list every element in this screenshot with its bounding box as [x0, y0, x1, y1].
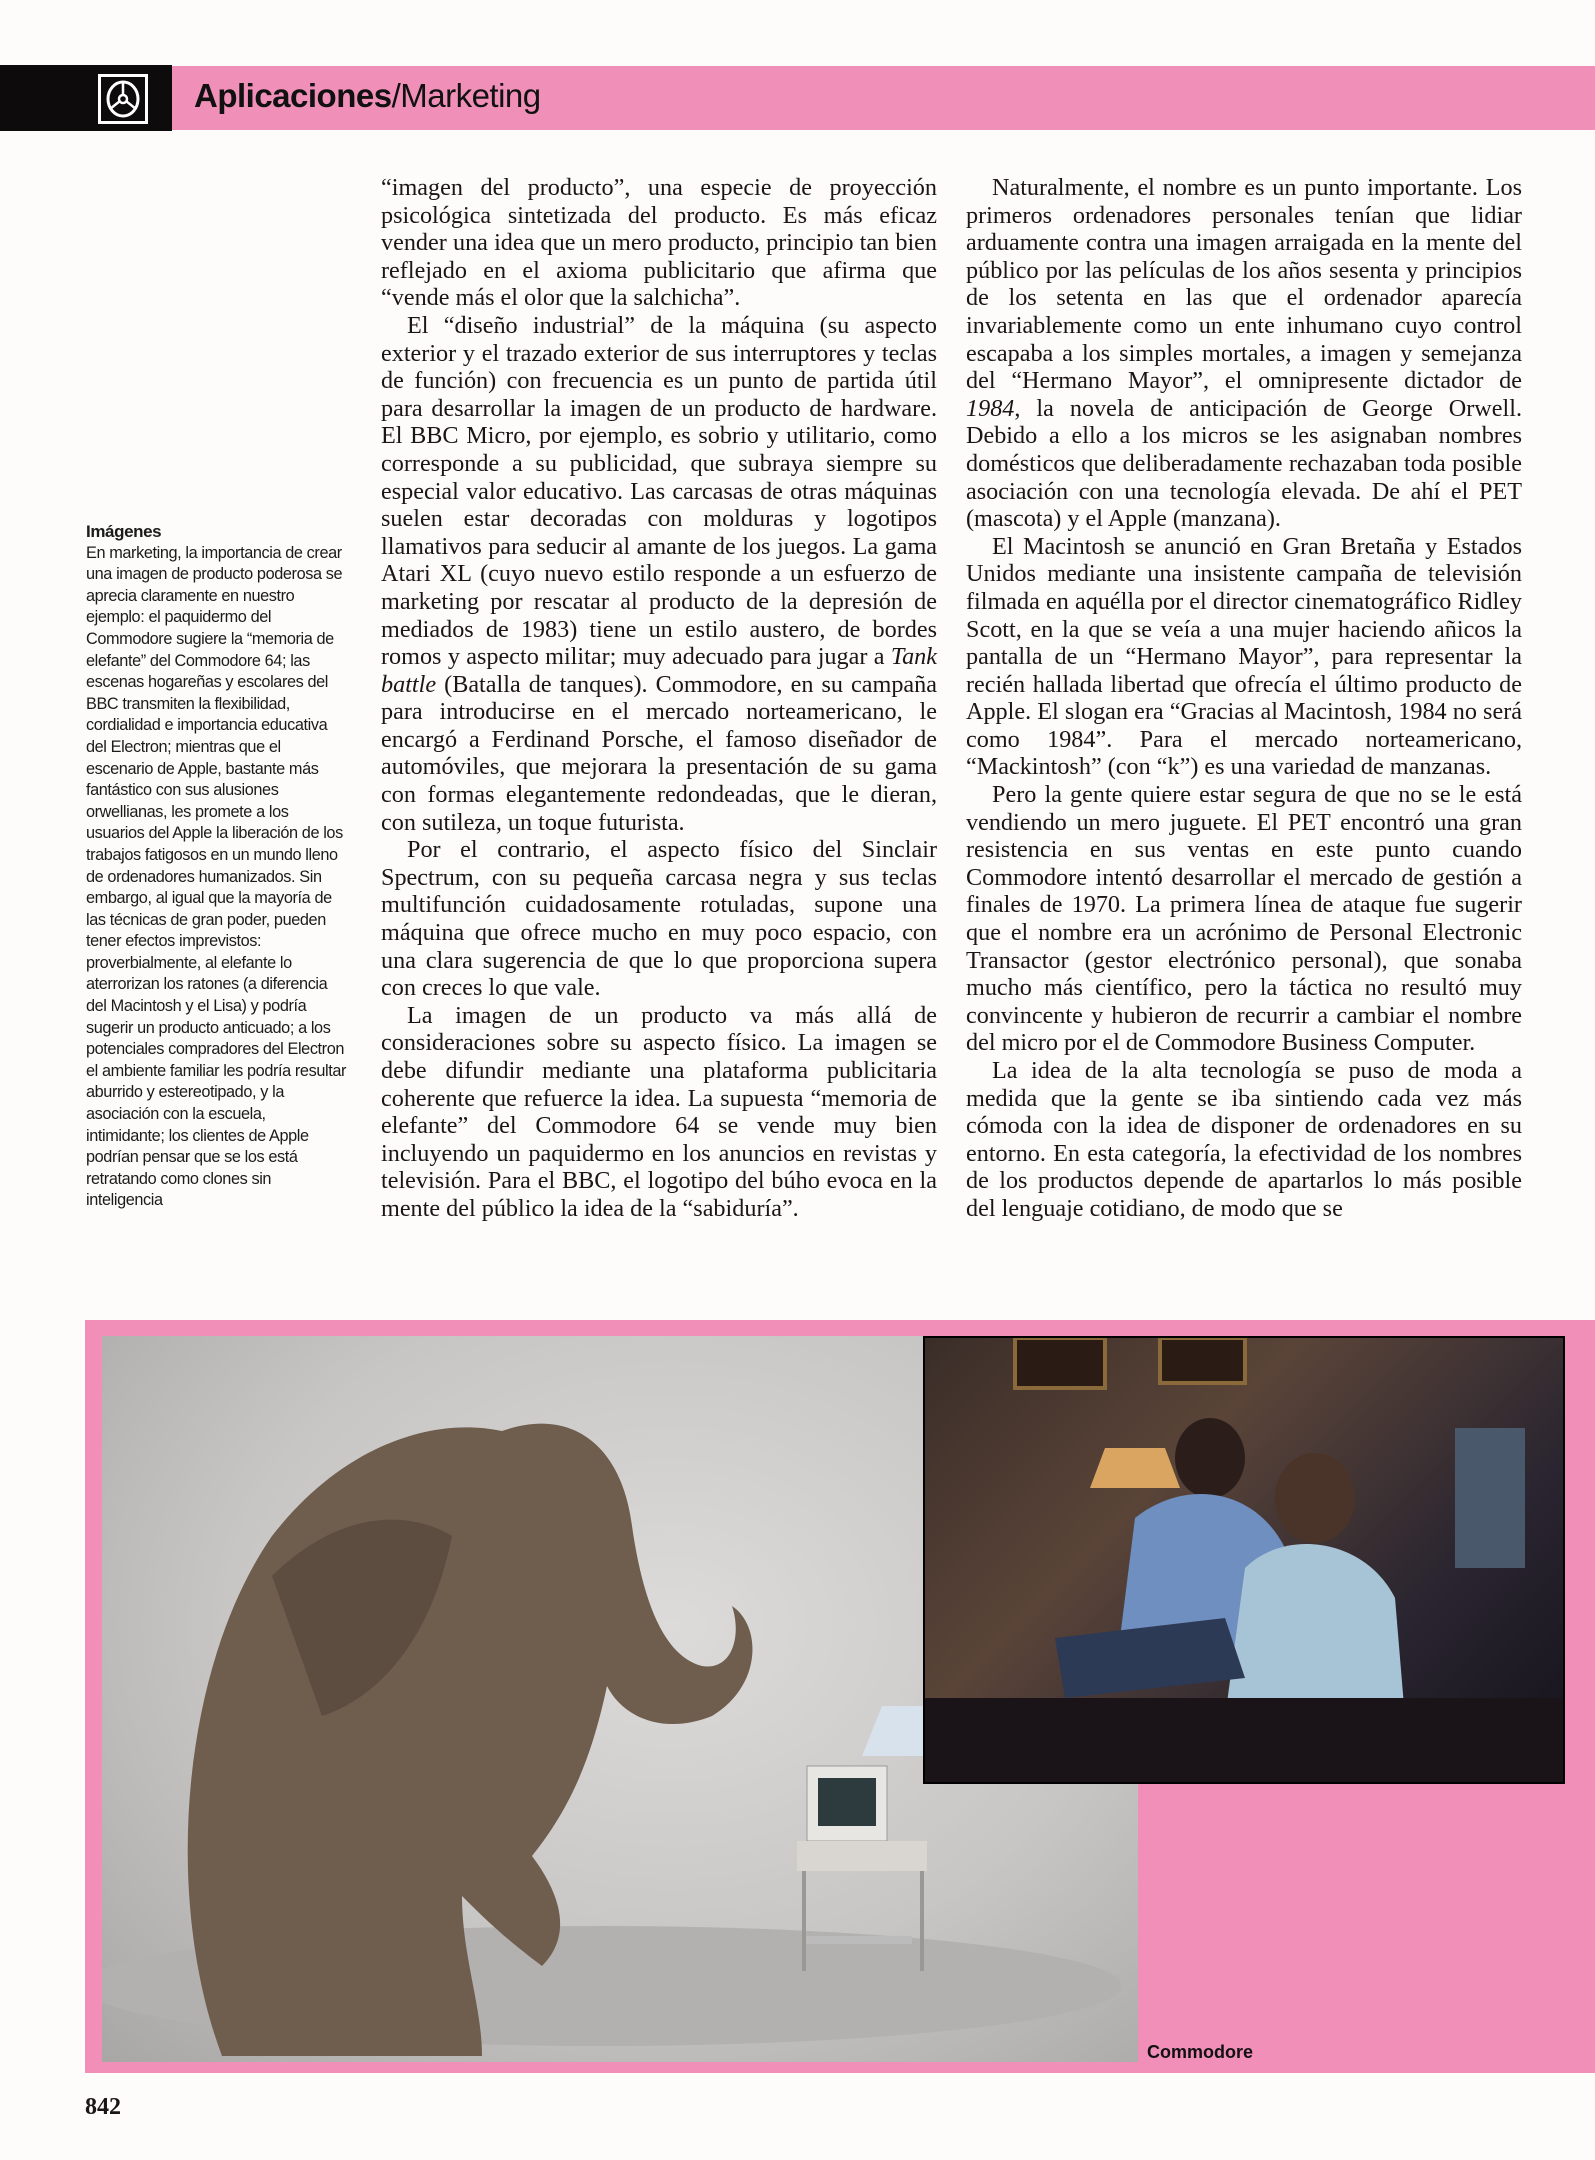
text-run: El “diseño industrial” de la máquina (su aspecto exterior y el trazado exterior de sus interruptores y teclas de función) con frecuencia es un punto de partida útil para desarrollar la imagen de un producto de hardware. El BBC Micro, por ejemplo, es sobrio y utilitario, como corresponde a su publicidad, que subraya siempre su especial valor educativo. Las carcasas de otras máquinas suelen estar decoradas con molduras y logotipos llamativos para seducir al amante de los juegos. La gama Atari XL (cuyo nuevo estilo responde a un esfuerzo de marketing por rescatar al producto de la depresión de mediados de 1983) tiene un estilo austero, de bordes romos y aspecto militar; muy adecuado para jugar a: [381, 311, 937, 671]
paragraph: Por el contrario, el aspecto físico del Sinclair Spectrum, con su pequeña carcasa negra y sus teclas multifunción cuidadosamente rotuladas, supone una máquina que ofrece mucho en muy poco espacio, con una clara sugerencia de que lo que proporciona supera con creces lo que vale.: [381, 836, 937, 1002]
italic-title: Tank battle: [381, 643, 937, 698]
family-computer-photo: [923, 1336, 1565, 1784]
paragraph: Pero la gente quiere estar segura de que no se le está vendiendo un mero juguete. El PET encontró una gran resistencia en sus ventas en este punto cuando Commodore intentó desarrollar el mercado de gestión a finales de 1970. La primera línea de ataque fue sugerir que el nombre era un acrónimo de Personal Electronic Transactor (gestor electrónico personal), que sonaba mucho más científico, pero la táctica no resultó muy convincente y hubieron de recurrir a cambiar el nombre del micro por el de Commodore Business Computer.: [966, 781, 1522, 1057]
paragraph: La imagen de un producto va más allá de consideraciones sobre su aspecto físico. La imagen se debe difundir mediante una plataforma publicitaria coherente que refuerce la idea. La supuesta “memoria de elefante” del Commodore 64 se vende muy bien incluyendo un paquidermo en los anuncios en revistas y televisión. Para el BBC, el logotipo del búho evoca en la mente del público la idea de la “sabiduría”.: [381, 1001, 937, 1222]
paragraph: [381, 312, 937, 836]
article-column-2: [966, 174, 1522, 1223]
page-number: 842: [85, 2094, 121, 2120]
article-column-1: [381, 174, 937, 1223]
section-title: [194, 77, 541, 115]
paragraph: [966, 174, 1522, 533]
sidebar-caption: [86, 521, 348, 1212]
section-title-sub: /Marketing: [391, 77, 541, 114]
paragraph: “imagen del producto”, una especie de proyección psicológica sintetizada del producto. Es más eficaz vender una idea que un mero producto, principio tan bien reflejado en el axioma publicitario que afirma que “vende más el olor que la salchicha”.: [381, 174, 937, 312]
steering-wheel-icon: [98, 74, 148, 124]
text-run: (Batalla de tanques). Commodore, en su campaña para introducirse en el mercado norteamericano, le encargó a Ferdinand Porsche, el famoso diseñador de automóviles, que mejorara la presentación de su gama con formas elegantemente redondeadas, que le dieran, con sutileza, un toque futurista.: [381, 670, 937, 836]
text-run: Naturalmente, el nombre es un punto importante. Los primeros ordenadores personales tenían que lidiar arduamente contra una imagen arraigada en la mente del público por las películas de los años sesenta y principios de los setenta en las que el ordenador aparecía invariablemente como un ente inhumano cuyo control escapaba a los simples mortales, a imagen y semejanza del “Hermano Mayor”, el omnipresente dictador de: [966, 174, 1522, 395]
paragraph: El Macintosh se anunció en Gran Bretaña y Estados Unidos mediante una insistente campaña de televisión filmada en aquélla por el director cinematográfico Ridley Scott, en la que se veía a una mujer haciendo añicos la pantalla de un “Hermano Mayor”, para representar la recién hallada libertad que ofrecía el último producto de Apple. El slogan era “Gracias al Macintosh, 1984 no será como 1984”. Para el mercado norteamericano, “Mackintosh” (con “k”) es una variedad de manzanas.: [966, 532, 1522, 781]
sidebar-text: En marketing, la importancia de crear una imagen de producto poderosa se aprecia claramente en nuestro ejemplo: el paquidermo del Commodore sugiere la “memoria de elefante” del Commodore 64; las escenas hogareñas y escolares del BBC transmiten la flexibilidad, cordialidad e importancia educativa del Electron; mientras que el escenario de Apple, bastante más fantástico con sus alusiones orwellianas, les promete a los usuarios del Apple la liberación de los trabajos fatigosos en un mundo lleno de ordenadores humanizados. Sin embargo, al igual que la mayoría de las técnicas de gran poder, pueden tener efectos imprevistos: proverbialmente, al elefante lo aterrorizan los ratones (a diferencia del Macintosh y el Lisa) y podría sugerir un producto anticuado; a los potenciales compradores del Electron el ambiente familiar les podría resultar aburrido y estereotipado, y la asociación con la escuela, intimidante; los clientes de Apple podrían pensar que se los está retratando como clones sin inteligencia: [86, 543, 347, 1210]
text-run: , la novela de anticipación de George Orwell. Debido a ello a los micros se les asignaban nombres domésticos que deliberadamente rechazaban toda posible asociación con una tecnología elevada. De ahí el PET (mascota) y el Apple (manzana).: [966, 394, 1522, 533]
italic-title: 1984: [966, 394, 1015, 422]
paragraph: La idea de la alta tecnología se puso de moda a medida que la gente se iba sintiendo cada vez más cómoda con la idea de disponer de ordenadores en su entorno. En esta categoría, la efectividad de los nombres de los productos depende de apartarlos lo más posible del lenguaje cotidiano, de modo que se: [966, 1057, 1522, 1222]
section-title-bold: Aplicaciones: [194, 77, 392, 114]
sidebar-title: Imágenes: [86, 522, 162, 541]
photo-credit: Commodore: [1147, 2042, 1254, 2062]
